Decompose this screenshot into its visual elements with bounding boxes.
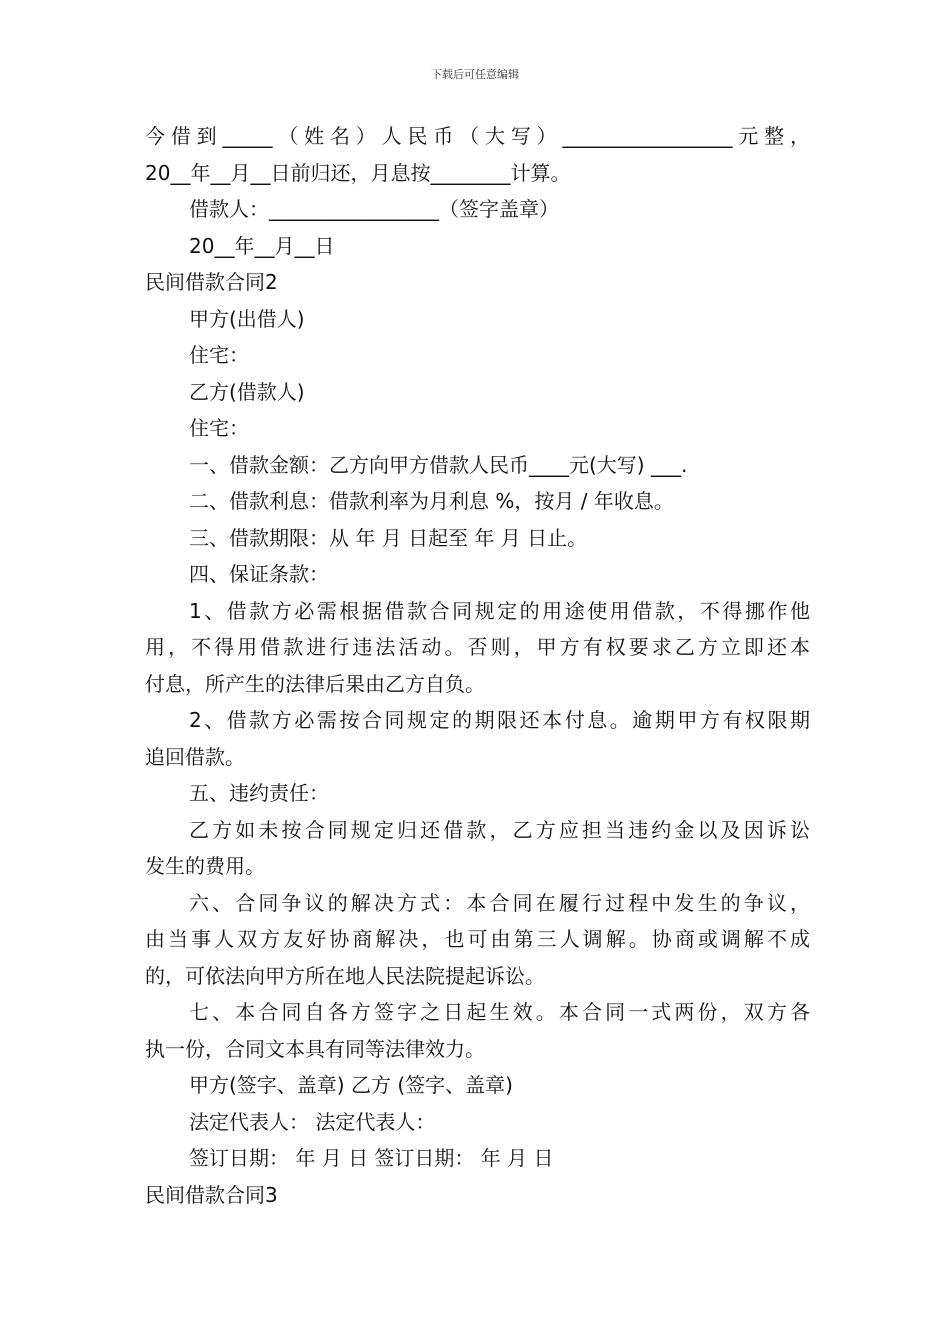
paragraph-line: 民间借款合同3 — [145, 1182, 278, 1207]
paragraph-line: 的，可依法向甲方所在地人民法院提起诉讼。 — [145, 963, 545, 988]
paragraph-line: 住宅： — [189, 416, 249, 440]
paragraph-line: 乙方如未按合同规定归还借款，乙方应担当违约金以及因诉讼 — [189, 817, 810, 842]
paragraph-line: 签订日期： 年 月 日 签订日期： 年 月 日 — [189, 1146, 554, 1170]
paragraph-line: 1、借款方必需根据借款合同规定的用途使用借款，不得挪作他 — [189, 598, 810, 623]
paragraph-line: 四、保证条款： — [189, 562, 329, 586]
paragraph-line: 法定代表人： 法定代表人： — [189, 1109, 436, 1134]
paragraph-line: 五、违约责任： — [189, 781, 329, 805]
paragraph-line: 民间借款合同2 — [145, 270, 278, 294]
paragraph-line: 六、合同争议的解决方式：本合同在履行过程中发生的争议， — [189, 890, 810, 915]
paragraph-line: 执一份，合同文本具有同等法律效力。 — [145, 1036, 485, 1061]
paragraph-line: 二、借款利息：借款利率为月利息 %，按月 / 年收息。 — [189, 489, 674, 513]
paragraph-line: 20__年__月__日 — [189, 233, 335, 258]
paragraph-line: 乙方(借款人) — [189, 379, 305, 404]
paragraph-line: 今借到_____（姓名）人民币（大写）_________________元整， — [145, 124, 810, 148]
paragraph-line: 三、借款期限：从 年 月 日起至 年 月 日止。 — [189, 525, 588, 550]
paragraph-line: 2、借款方必需按合同规定的期限还本付息。逾期甲方有权限期 — [189, 708, 810, 732]
paragraph-line: 由当事人双方友好协商解决，也可由第三人调解。协商或调解不成 — [145, 927, 810, 951]
paragraph-line: 甲方(签字、盖章) 乙方 (签字、盖章) — [189, 1073, 513, 1097]
document-body — [145, 118, 810, 1213]
paragraph-line: 借款人：_________________（签字盖章） — [189, 197, 559, 221]
paragraph-line: 一、借款金额：乙方向甲方借款人民币____元(大写) ___. — [189, 452, 688, 477]
paragraph-line: 住宅： — [189, 343, 249, 367]
paragraph-line: 七、本合同自各方签字之日起生效。本合同一式两份，双方各 — [189, 1000, 810, 1024]
paragraph-line: 甲方(出借人) — [189, 306, 305, 331]
paragraph-line: 发生的费用。 — [145, 854, 265, 878]
page-header: 下载后可任意编辑 — [431, 68, 519, 81]
paragraph-line: 20__年__月__日前归还，月息按________计算。 — [145, 160, 571, 185]
paragraph-line: 付息，所产生的法律后果由乙方自负。 — [145, 671, 485, 696]
paragraph-line: 追回借款。 — [145, 744, 245, 769]
paragraph-line: 用，不得用借款进行违法活动。否则，甲方有权要求乙方立即还本 — [145, 635, 810, 659]
